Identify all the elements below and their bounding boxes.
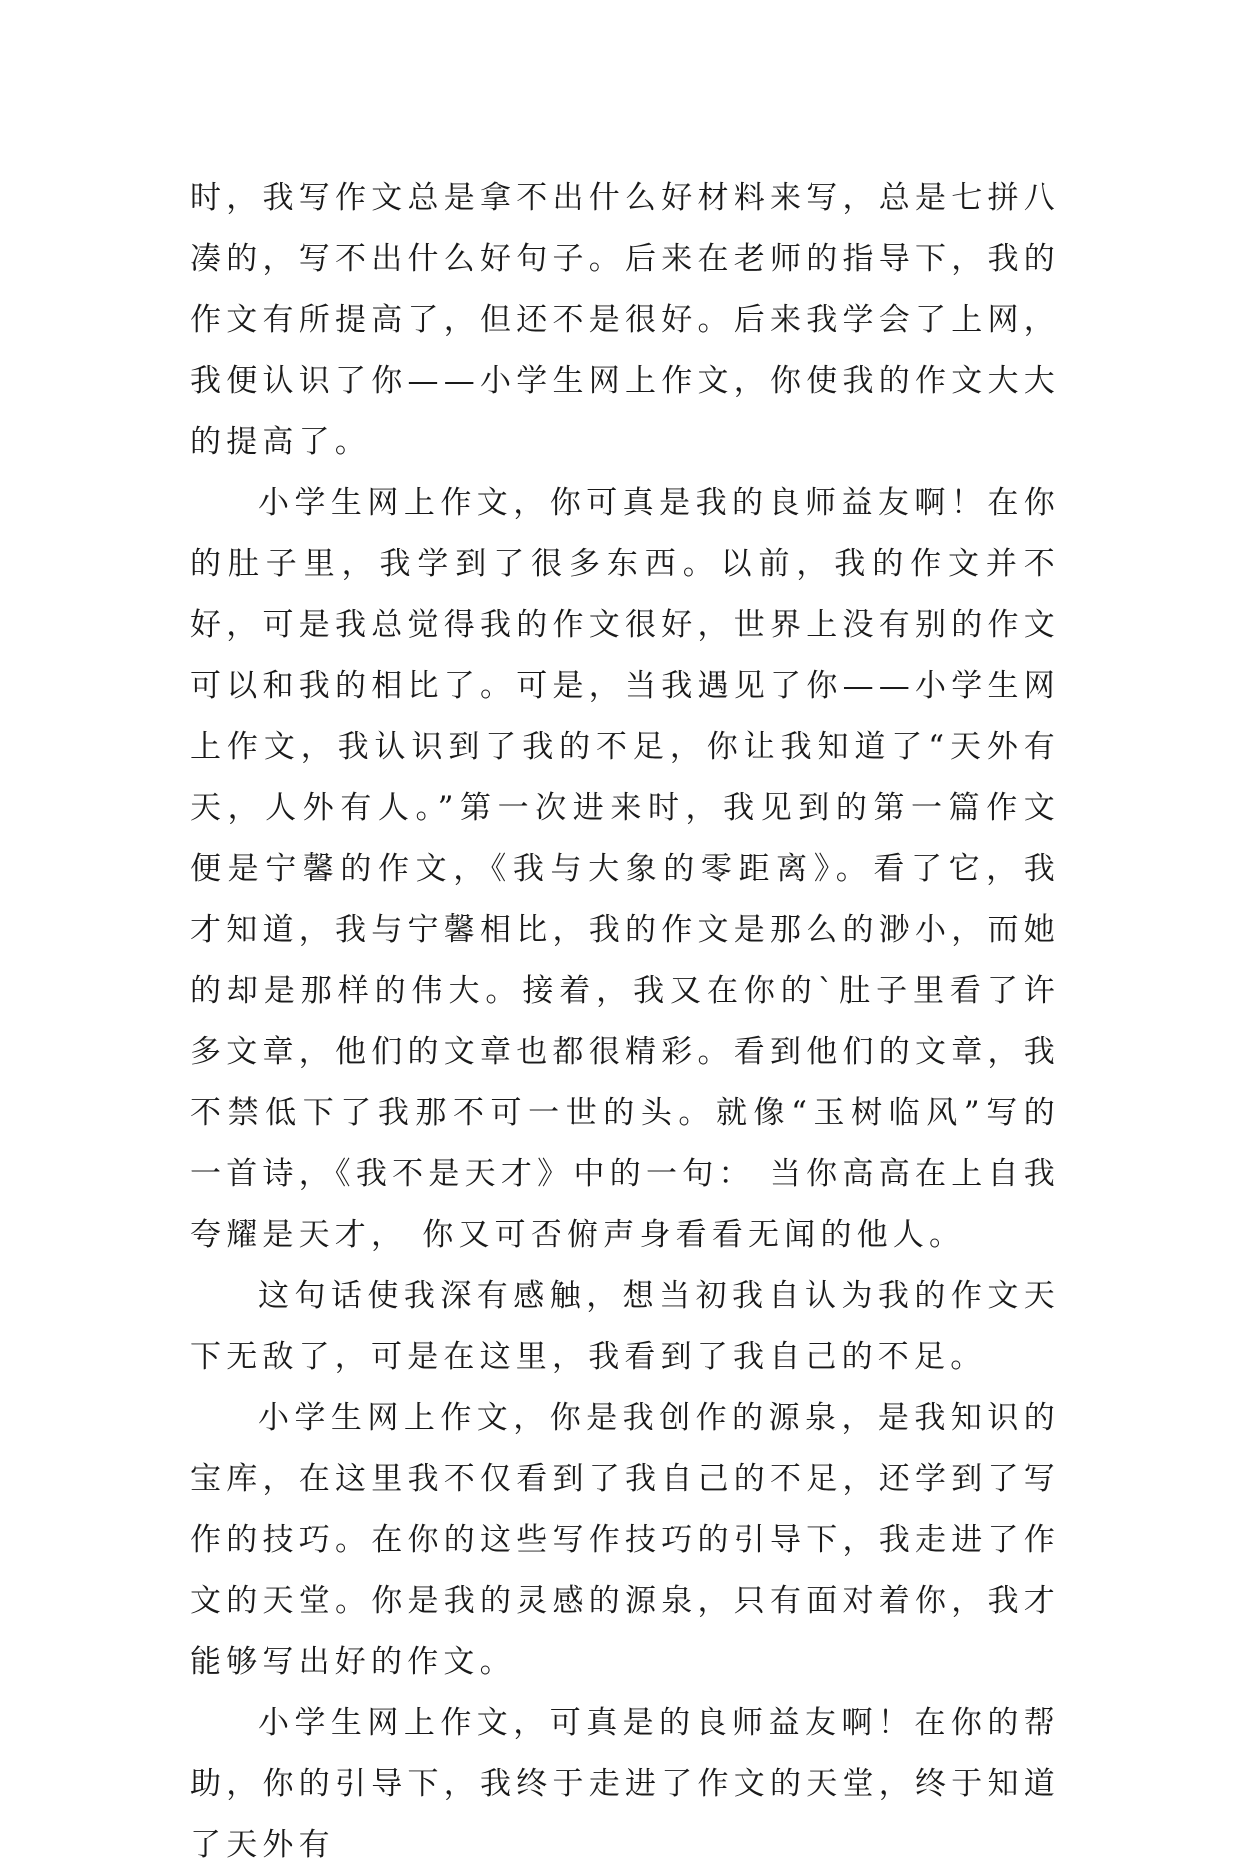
paragraph-4: 小学生网上作文，你是我创作的源泉，是我知识的宝库，在这里我不仅看到了我自己的不足，还学到了写作的技巧。在你的这些写作技巧的引导下，我走进了作文的天堂。你是我的灵感的源泉，只有面对着你，我才能够写出好的作文。 [190,1400,1060,1680]
document-body [190,168,1060,1876]
paragraph-3: 这句话使我深有感触，想当初我自认为我的作文天下无敌了，可是在这里，我看到了我自己的不足。 [190,1278,1060,1375]
paragraph-2: 小学生网上作文，你可真是我的良师益友啊！在你的肚子里，我学到了很多东西。以前，我的作文并不好，可是我总觉得我的作文很好，世界上没有别的作文可以和我的相比了。可是，当我遇见了你——小学生网上作文，我认识到了我的不足，你让我知道了“天外有天，人外有人。”第一次进来时，我见到的第一篇作文便是宁馨的作文，《我与大象的零距离》。看了它，我才知道，我与宁馨相比，我的作文是那么的渺小，而她的却是那样的伟大。接着，我又在你的`肚子里看了许多文章，他们的文章也都很精彩。看到他们的文章，我不禁低下了我那不可一世的头。就像“玉树临风”写的一首诗，《我不是天才》中的一句： 当你高高在上自我夸耀是天才， 你又可否俯声身看看无闻的他人。 [190,485,1060,1253]
paragraph-1: 时，我写作文总是拿不出什么好材料来写，总是七拼八凑的，写不出什么好句子。后来在老师的指导下，我的作文有所提高了，但还不是很好。后来我学会了上网，我便认识了你——小学生网上作文，你使我的作文大大的提高了。 [190,180,1060,460]
paragraph-5: 小学生网上作文，可真是的良师益友啊！在你的帮助，你的引导下，我终于走进了作文的天堂，终于知道了天外有 [190,1705,1060,1863]
